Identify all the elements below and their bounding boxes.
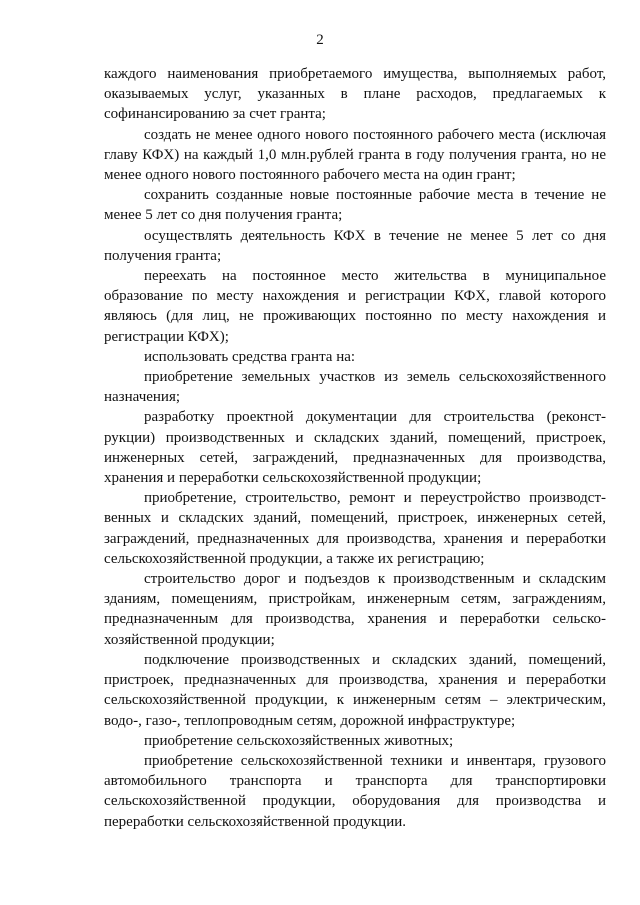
paragraph-utilities: подключение производственных и складских зданий, помещений, пристроек, предназначенных для производства, хранения и переработки сельскохозяйственной продукции, к инженерным сетям – электрическим, водо-, газо-, теплопроводным сетям, дорожной инфраструктуре;: [104, 651, 606, 729]
paragraph-continuation: каждого наименования приобретаемого имущества, выполняемых работ, оказываемых услуг, указанных в плане расходов, предлагаемых к софинансированию за счет гранта;: [104, 66, 606, 123]
paragraph-land-purchase: приобретение земельных участков из земель сельскохозяйственного назначения;: [104, 369, 606, 406]
document-body: [104, 64, 606, 832]
paragraph-create-jobs: создать не менее одного нового постоянного рабочего места (исключая главу КФХ) на каждый 1,0 млн.рублей гранта в году получения гранта, но не менее одного нового постоянного рабочего места на один грант;: [104, 126, 606, 184]
paragraph-roads: строительство дорог и подъездов к производственным и складским зданиям, помещениям, пристройкам, инженерным сетям, заграждениям, предназначенным для производства, хранения и переработки сельско-хозяйственной продукции;: [104, 571, 606, 648]
paragraph-operate-kfh: осуществлять деятельность КФХ в течение не менее 5 лет со дня получения гранта;: [104, 227, 606, 264]
paragraph-machinery: приобретение сельскохозяйственной техники и инвентаря, грузового автомобильного транспорта и транспорта для транспортировки сельскохозяйственной продукции, оборудования для производства и переработки сельскохозяйственной продукции.: [104, 752, 606, 830]
page-number: 2: [316, 32, 324, 48]
paragraph-livestock: приобретение сельскохозяйственных животных;: [144, 732, 454, 749]
paragraph-keep-jobs: сохранить созданные новые постоянные рабочие места в течение не менее 5 лет со дня получения гранта;: [104, 187, 606, 224]
paragraph-project-docs: разработку проектной документации для строительства (реконст-рукции) производственных и складских зданий, помещений, пристроек, инженерных сетей, заграждений, предназначенных для производства, хранения и переработки сельскохозяйственной продукции;: [104, 409, 606, 487]
paragraph-construction: приобретение, строительство, ремонт и переустройство производст-венных и складских зданий, помещений, пристроек, инженерных сетей, заграждений, предназначенных для производства, хранения и переработки сельскохозяйственной продукции, а также их регистрацию;: [104, 490, 606, 567]
paragraph-use-grant: использовать средства гранта на:: [144, 348, 356, 365]
paragraph-relocate: переехать на постоянное место жительства в муниципальное образование по месту нахождения и регистрации КФХ, главой которого являюсь (для лиц, не проживающих постоянно по месту нахождения и регистрации КФХ);: [104, 268, 606, 345]
